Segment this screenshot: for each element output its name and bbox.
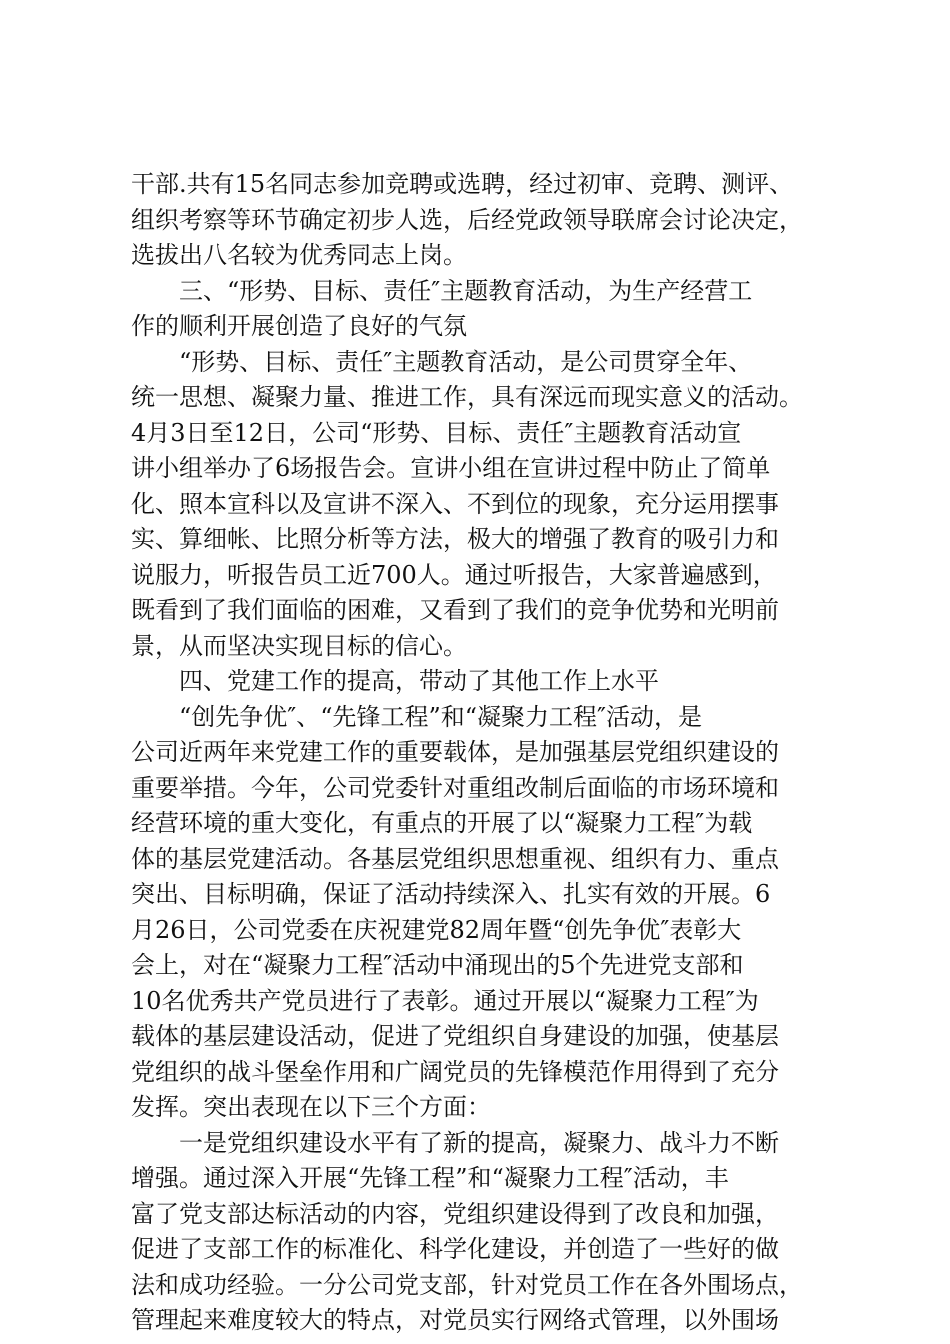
text-line: 会上，对在“凝聚力工程″活动中涌现出的5个先进党支部和: [131, 951, 744, 979]
text-line: 既看到了我们面临的困难，又看到了我们的竞争优势和光明前: [131, 596, 779, 624]
text-line: 统一思想、凝聚力量、推进工作，具有深远而现实意义的活动。: [131, 383, 803, 411]
text-line: 重要举措。今年，公司党委针对重组改制后面临的市场环境和: [131, 773, 779, 802]
text-line: 法和成功经验。一分公司党支部，针对党员工作在各外围场点，: [131, 1270, 803, 1299]
text-line: 组织考察等环节确定初步人选，后经党政领导联席会讨论决定，: [131, 205, 803, 234]
text-line: 管理起来难度较大的特点，对党员实行网络式管理，以外围场: [131, 1306, 779, 1334]
text-line: 突出、目标明确，保证了活动持续深入、扎实有效的开展。6: [131, 880, 771, 908]
text-line: 一是党组织建设水平有了新的提高，凝聚力、战斗力不断: [179, 1128, 779, 1157]
text-line: 4月3日至12日，公司“形势、目标、责任″主题教育活动宣: [131, 418, 742, 447]
text-line: 选拔出八名较为优秀同志上岗。: [131, 241, 467, 269]
text-line: “创先争优″、“先锋工程”和“凝聚力工程″活动，是: [179, 702, 703, 731]
text-line: “形势、目标、责任″主题教育活动，是公司贯穿全年、: [179, 347, 753, 376]
text-line: 党组织的战斗堡垒作用和广阔党员的先锋模范作用得到了充分: [131, 1057, 779, 1086]
text-line: 促进了支部工作的标准化、科学化建设，并创造了一些好的做: [131, 1235, 779, 1263]
document-body: [131, 167, 821, 1339]
section-heading: 三、“形势、目标、责任″主题教育活动，为生产经营工: [179, 276, 753, 305]
text-line: 月26日，公司党委在庆祝建党82周年暨“创先争优″表彰大: [131, 915, 742, 944]
text-line: 化、照本宣科以及宣讲不深入、不到位的现象，充分运用摆事: [131, 489, 779, 518]
text-line: 说服力，听报告员工近700人。通过听报告，大家普遍感到，: [131, 560, 777, 589]
section-heading: 四、党建工作的提高，带动了其他工作上水平: [179, 667, 659, 695]
text-line: 实、算细帐、比照分析等方法，极大的增强了教育的吸引力和: [131, 525, 779, 553]
text-line: 干部.共有15名同志参加竞聘或选聘，经过初审、竞聘、测评、: [131, 170, 794, 198]
text-line: 公司近两年来党建工作的重要载体，是加强基层党组织建设的: [131, 738, 779, 766]
section-heading: 作的顺利开展创造了良好的气氛: [131, 312, 467, 340]
text-line: 10名优秀共产党员进行了表彰。通过开展以“凝聚力工程″为: [131, 986, 759, 1015]
text-line: 经营环境的重大变化，有重点的开展了以“凝聚力工程″为载: [131, 809, 753, 837]
text-line: 讲小组举办了6场报告会。宣讲小组在宣讲过程中防止了简单: [131, 454, 771, 482]
text-line: 发挥。突出表现在以下三个方面：: [131, 1093, 491, 1121]
text-line: 增强。通过深入开展“先锋工程”和“凝聚力工程″活动，丰: [131, 1164, 729, 1192]
text-line: 体的基层党建活动。各基层党组织思想重视、组织有力、重点: [131, 844, 779, 873]
text-line: 载体的基层建设活动，促进了党组织自身建设的加强，使基层: [131, 1022, 779, 1050]
text-line: 富了党支部达标活动的内容，党组织建设得到了改良和加强，: [131, 1199, 779, 1228]
text-line: 景，从而坚决实现目标的信心。: [131, 631, 467, 660]
